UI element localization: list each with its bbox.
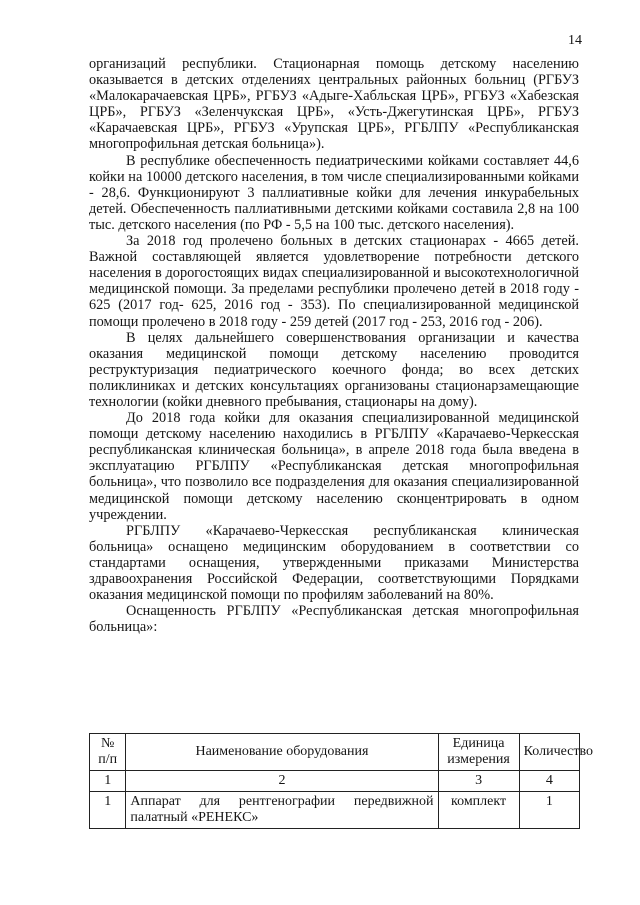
- paragraph-5: До 2018 года койки для оказания специализированной медицинской помощи детскому населению находились в РГБЛПУ «Карачаево-Черкесская республиканская клиническая больница», в апреле 2018 года была введена в эксплуатацию РГБЛПУ «Республиканская детская многопрофильная больница», что позволило все подразделения для оказания специализированной медицинской помощи детскому населению сконцентрировать в одном учреждении.: [89, 410, 579, 523]
- paragraph-2: В республике обеспеченность педиатрическими койками составляет 44,6 койки на 10000 детского населения, в том числе специализированными койками - 28,6. Функционируют 3 паллиативные койки для лечения инкурабельных детей. Обеспеченность паллиативными детскими койками составила 2,8 на 100 тыс. детского населения (по РФ - 5,5 на 100 тыс. детского населения).: [89, 152, 579, 233]
- paragraph-1: организаций республики. Стационарная помощь детскому населению оказывается в детских отделениях центральных районных больниц (РГБУЗ «Малокарачаевская ЦРБ», РГБУЗ «Адыге-Хабльская ЦРБ», РГБУЗ «Хабезская ЦРБ», РГБУЗ «Зеленчукская ЦРБ», «Усть-Джегутинская ЦРБ», РГБУЗ «Карачаевская ЦРБ», РГБУЗ «Урупская ЦРБ», РГБЛПУ «Республиканская многопрофильная детская больница»).: [89, 56, 579, 153]
- header-name: Наименование оборудования: [126, 734, 438, 771]
- row-equipment-name: Аппарат для рентгенографии передвижной палатный «РЕНЕКС»: [126, 792, 438, 829]
- paragraph-7: Оснащенность РГБЛПУ «Республиканская детская многопрофильная больница»:: [89, 603, 579, 636]
- table-header-row: [90, 734, 580, 771]
- header-qty: Количество: [519, 734, 579, 771]
- table-column-numbers-row: [90, 771, 580, 792]
- column-number-3: 3: [438, 771, 519, 792]
- header-unit: Единица измерения: [438, 734, 519, 771]
- row-unit: комплект: [438, 792, 519, 829]
- equipment-table: [89, 733, 594, 829]
- column-number-2: 2: [126, 771, 438, 792]
- paragraph-4: В целях дальнейшего совершенствования организации и качества оказания медицинской помощи детскому населению проводится реструктуризация педиатрического коечного фонда; во всех детских поликлиниках и детских консультациях организованы стационарзамещающие технологии (койки дневного пребывания, стационары на дому).: [89, 329, 579, 410]
- page-number: 14: [568, 33, 582, 48]
- table-row: [90, 792, 580, 829]
- row-qty: 1: [519, 792, 579, 829]
- paragraph-6: РГБЛПУ «Карачаево-Черкесская республиканская клиническая больница» оснащено медицинским оборудованием в соответствии со стандартами оснащения, утвержденными приказами Министерства здравоохранения Российской Федерации, соответствующими Порядками оказания медицинской помощи по профилям заболеваний на 80%.: [89, 522, 579, 604]
- column-number-4: 4: [519, 771, 579, 792]
- column-number-1: 1: [90, 771, 126, 792]
- document-body: [89, 56, 579, 635]
- row-num: 1: [90, 792, 126, 829]
- paragraph-3: За 2018 год пролечено больных в детских стационарах - 4665 детей. Важной составляющей является удовлетворение потребности детского населения в дорогостоящих видах специализированной и высокотехнологичной медицинской помощи. За пределами республики пролечено детей в 2018 году - 625 (2017 год- 625, 2016 год - 353). По специализированной медицинской помощи пролечено в 2018 году - 259 детей (2017 год - 253, 2016 год - 206).: [89, 233, 579, 330]
- header-num: № п/п: [90, 734, 126, 771]
